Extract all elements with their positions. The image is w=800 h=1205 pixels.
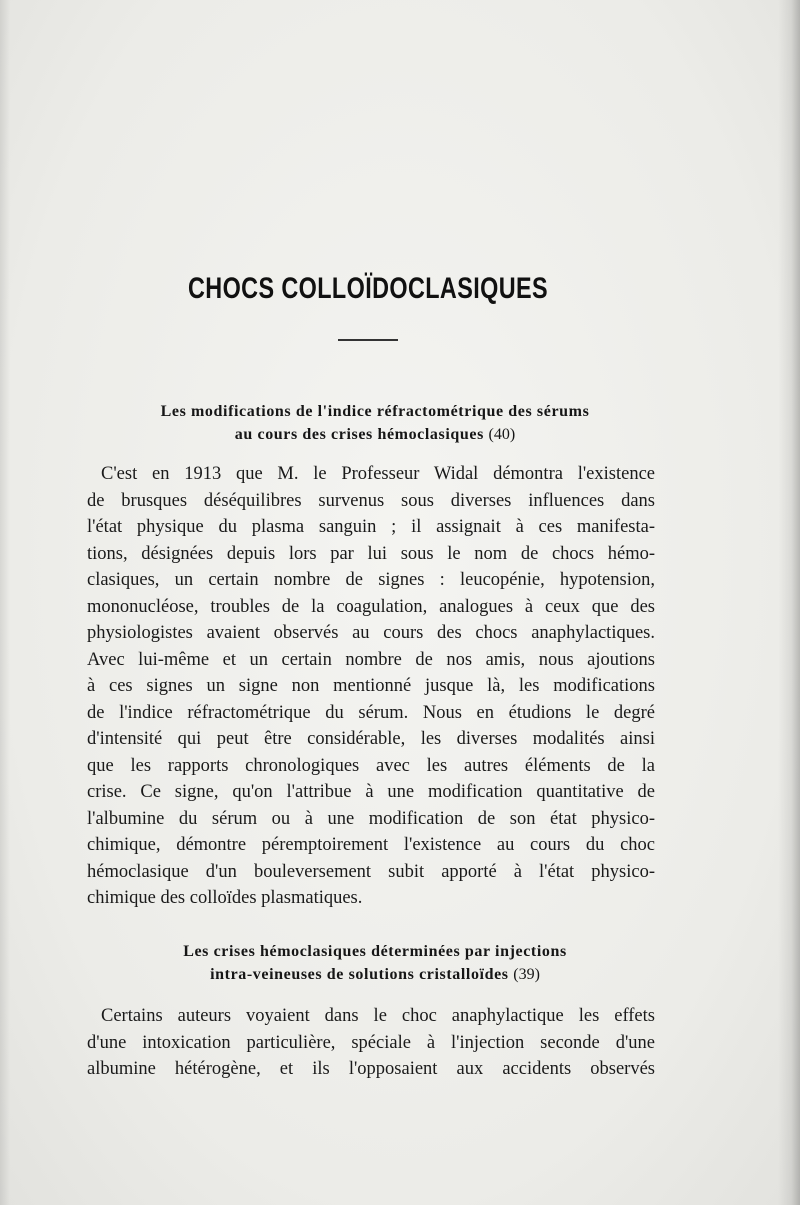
- text-line: de l'indice réfractométrique du sérum. Nous en étudions le degré: [87, 702, 655, 723]
- page-left-shadow: [0, 0, 10, 1205]
- page-right-shadow: [778, 0, 800, 1205]
- text-line: C'est en 1913 que M. le Professeur Widal démontra l'existence: [101, 464, 655, 484]
- title-underline: [338, 339, 398, 341]
- section-2-heading-line-2-text: intra-veineuses de solutions cristalloïdes: [210, 966, 509, 983]
- section-2-heading-line-2: [95, 963, 655, 986]
- text-line: hémoclasique d'un bouleversement subit apporté à l'état physico-: [87, 861, 655, 882]
- section-2-heading: [95, 940, 655, 986]
- text-line: à ces signes un signe non mentionné jusque là, les modifications: [87, 676, 655, 696]
- text-line: l'albumine du sérum ou à une modification de son état physico-: [87, 808, 655, 829]
- text-line: chimique, démontre péremptoirement l'existence au cours du choc: [87, 835, 655, 855]
- section-1-heading-line-2-text: au cours des crises hémoclasiques: [234, 426, 484, 443]
- text-line: clasiques, un certain nombre de signes : leucopénie, hypotension,: [87, 570, 655, 590]
- section-1-heading: [95, 400, 655, 446]
- text-line: d'une intoxication particulière, spéciale à l'injection seconde d'une: [87, 1032, 655, 1053]
- text-line: physiologistes avaient observés au cours des chocs anaphylactiques.: [87, 623, 655, 643]
- section-2-paragraph: [87, 1003, 655, 1083]
- page-title: CHOCS COLLOÏDOCLASIQUES: [188, 272, 548, 305]
- text-line: Certains auteurs voyaient dans le choc anaphylactique les effets: [101, 1006, 655, 1026]
- section-2-heading-line-1: Les crises hémoclasiques déterminées par injections: [183, 943, 567, 960]
- section-1-heading-line-1: Les modifications de l'indice réfractométrique des sérums: [160, 403, 590, 420]
- text-line: chimique des colloïdes plasmatiques.: [87, 888, 363, 908]
- section-2-reference: (39): [513, 966, 540, 983]
- text-line: d'intensité qui peut être considérable, les diverses modalités ainsi: [87, 729, 655, 749]
- text-line: Avec lui-même et un certain nombre de nos amis, nous ajoutions: [87, 649, 655, 670]
- text-line: que les rapports chronologiques avec les autres éléments de la: [87, 755, 655, 776]
- text-line: crise. Ce signe, qu'on l'attribue à une modification quantitative de: [87, 782, 655, 802]
- text-line: albumine hétérogène, et ils l'opposaient aux accidents observés: [87, 1059, 655, 1079]
- section-1-reference: (40): [488, 426, 516, 443]
- text-line: de brusques déséquilibres survenus sous diverses influences dans: [87, 490, 655, 511]
- text-line: tions, désignées depuis lors par lui sous le nom de chocs hémo-: [87, 543, 655, 564]
- text-line: mononucléose, troubles de la coagulation, analogues à ceux que des: [87, 596, 655, 617]
- section-1-paragraph: [87, 461, 655, 912]
- section-1-heading-line-2: [95, 423, 655, 446]
- text-line: l'état physique du plasma sanguin ; il assignait à ces manifesta-: [87, 517, 655, 537]
